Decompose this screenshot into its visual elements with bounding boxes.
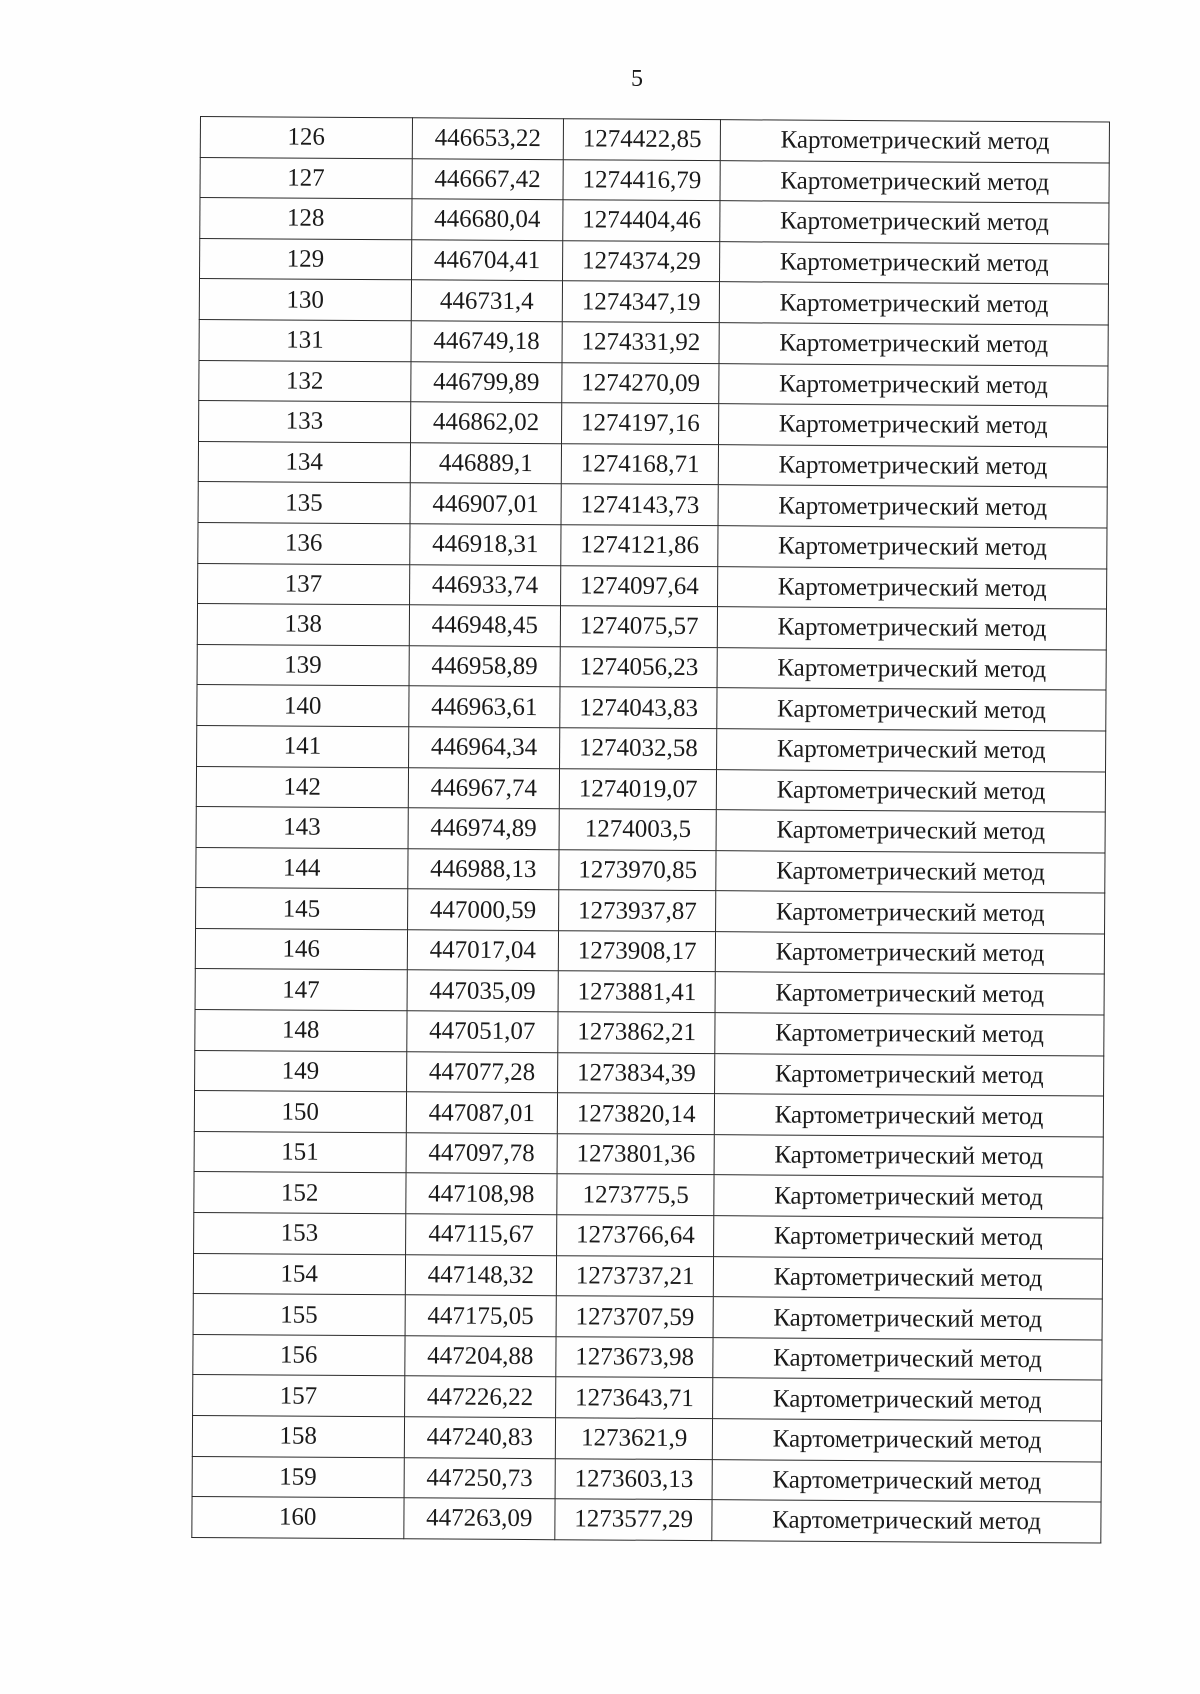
y-coordinate-cell: 1273673,98: [556, 1337, 713, 1379]
point-number-cell: 132: [199, 360, 411, 402]
coordinates-table-body: [192, 117, 1110, 1543]
y-coordinate-cell: 1274056,23: [560, 646, 717, 688]
x-coordinate-cell: 446933,74: [409, 564, 561, 606]
table-row: [194, 1131, 1103, 1177]
table-row: [195, 1010, 1104, 1056]
x-coordinate-cell: 447000,59: [407, 889, 559, 931]
y-coordinate-cell: 1274422,85: [564, 119, 721, 161]
point-number-cell: 130: [199, 279, 411, 321]
table-row: [197, 685, 1106, 731]
point-number-cell: 140: [197, 685, 409, 727]
method-cell: Картометрический метод: [719, 363, 1108, 406]
y-coordinate-cell: 1274197,16: [562, 403, 719, 445]
y-coordinate-cell: 1274097,64: [561, 565, 718, 607]
y-coordinate-cell: 1273834,39: [558, 1052, 715, 1094]
x-coordinate-cell: 446988,13: [407, 848, 559, 890]
method-cell: Картометрический метод: [719, 404, 1108, 447]
method-cell: Картометрический метод: [720, 201, 1109, 244]
point-number-cell: 135: [198, 482, 410, 524]
method-cell: Картометрический метод: [716, 891, 1105, 934]
y-coordinate-cell: 1273603,13: [555, 1458, 712, 1500]
x-coordinate-cell: 447226,22: [404, 1376, 556, 1418]
point-number-cell: 149: [195, 1050, 407, 1092]
table-row: [199, 360, 1108, 406]
method-cell: Картометрический метод: [712, 1459, 1101, 1502]
table-row: [192, 1497, 1101, 1543]
point-number-cell: 160: [192, 1497, 404, 1539]
y-coordinate-cell: 1274404,46: [563, 200, 720, 242]
method-cell: Картометрический метод: [713, 1419, 1102, 1462]
x-coordinate-cell: 446963,61: [408, 686, 560, 728]
coordinates-table: [191, 116, 1110, 1543]
y-coordinate-cell: 1274121,86: [561, 525, 718, 567]
table-row: [196, 847, 1105, 893]
method-cell: Картометрический метод: [714, 1216, 1103, 1259]
x-coordinate-cell: 446731,4: [411, 280, 563, 322]
method-cell: Картометрический метод: [718, 485, 1107, 528]
x-coordinate-cell: 447263,09: [403, 1498, 555, 1540]
method-cell: Картометрический метод: [720, 120, 1109, 163]
x-coordinate-cell: 446918,31: [409, 524, 561, 566]
table-row: [195, 969, 1104, 1015]
point-number-cell: 129: [200, 238, 412, 280]
x-coordinate-cell: 446889,1: [410, 443, 562, 485]
method-cell: Картометрический метод: [719, 282, 1108, 325]
x-coordinate-cell: 446704,41: [411, 240, 563, 282]
point-number-cell: 144: [196, 847, 408, 889]
x-coordinate-cell: 446958,89: [409, 646, 561, 688]
point-number-cell: 133: [199, 401, 411, 443]
method-cell: Картометрический метод: [720, 160, 1109, 203]
y-coordinate-cell: 1274270,09: [562, 362, 719, 404]
table-row: [198, 563, 1107, 609]
x-coordinate-cell: 447035,09: [407, 970, 559, 1012]
y-coordinate-cell: 1274143,73: [561, 484, 718, 526]
y-coordinate-cell: 1274032,58: [560, 728, 717, 770]
x-coordinate-cell: 447077,28: [406, 1051, 558, 1093]
x-coordinate-cell: 447017,04: [407, 930, 559, 972]
y-coordinate-cell: 1274331,92: [562, 322, 719, 364]
point-number-cell: 138: [197, 604, 409, 646]
table-row: [192, 1456, 1101, 1502]
x-coordinate-cell: 446907,01: [410, 483, 562, 525]
y-coordinate-cell: 1273775,5: [557, 1174, 714, 1216]
y-coordinate-cell: 1274374,29: [563, 241, 720, 283]
table-row: [200, 117, 1109, 163]
table-row: [199, 401, 1108, 447]
method-cell: Картометрический метод: [719, 323, 1108, 366]
point-number-cell: 152: [194, 1172, 406, 1214]
table-row: [200, 198, 1109, 244]
x-coordinate-cell: 446974,89: [408, 808, 560, 850]
table-row: [194, 1172, 1103, 1218]
method-cell: Картометрический метод: [713, 1378, 1102, 1421]
y-coordinate-cell: 1273801,36: [557, 1134, 714, 1176]
method-cell: Картометрический метод: [715, 1053, 1104, 1096]
method-cell: Картометрический метод: [715, 1094, 1104, 1137]
x-coordinate-cell: 447097,78: [406, 1133, 558, 1175]
x-coordinate-cell: 446967,74: [408, 767, 560, 809]
method-cell: Картометрический метод: [714, 1135, 1103, 1178]
y-coordinate-cell: 1274043,83: [560, 687, 717, 729]
method-cell: Картометрический метод: [716, 810, 1105, 853]
point-number-cell: 153: [194, 1213, 406, 1255]
y-coordinate-cell: 1273766,64: [557, 1215, 714, 1257]
table-row: [193, 1334, 1102, 1380]
point-number-cell: 157: [193, 1375, 405, 1417]
point-number-cell: 155: [193, 1294, 405, 1336]
point-number-cell: 146: [195, 928, 407, 970]
table-row: [197, 725, 1106, 771]
table-row: [198, 482, 1107, 528]
x-coordinate-cell: 447148,32: [405, 1254, 557, 1296]
table-row: [199, 279, 1108, 325]
x-coordinate-cell: 446799,89: [410, 361, 562, 403]
method-cell: Картометрический метод: [713, 1337, 1102, 1380]
point-number-cell: 150: [194, 1091, 406, 1133]
method-cell: Картометрический метод: [718, 526, 1107, 569]
y-coordinate-cell: 1274347,19: [563, 281, 720, 323]
y-coordinate-cell: 1273970,85: [559, 849, 716, 891]
table-row: [198, 441, 1107, 487]
point-number-cell: 126: [200, 117, 412, 159]
method-cell: Картометрический метод: [718, 566, 1107, 609]
x-coordinate-cell: 447204,88: [404, 1336, 556, 1378]
x-coordinate-cell: 447175,05: [405, 1295, 557, 1337]
x-coordinate-cell: 446964,34: [408, 727, 560, 769]
x-coordinate-cell: 447240,83: [404, 1417, 556, 1459]
method-cell: Картометрический метод: [713, 1297, 1102, 1340]
y-coordinate-cell: 1274019,07: [560, 768, 717, 810]
x-coordinate-cell: 447087,01: [406, 1092, 558, 1134]
point-number-cell: 158: [192, 1415, 404, 1457]
method-cell: Картометрический метод: [716, 850, 1105, 893]
y-coordinate-cell: 1273937,87: [559, 890, 716, 932]
table-row: [193, 1294, 1102, 1340]
table-row: [193, 1253, 1102, 1299]
y-coordinate-cell: 1273862,21: [558, 1012, 715, 1054]
point-number-cell: 145: [196, 888, 408, 930]
x-coordinate-cell: 446749,18: [411, 321, 563, 363]
table-row: [197, 604, 1106, 650]
table-row: [197, 644, 1106, 690]
y-coordinate-cell: 1274075,57: [561, 606, 718, 648]
table-row: [200, 238, 1109, 284]
table-row: [192, 1415, 1101, 1461]
x-coordinate-cell: 446680,04: [411, 199, 563, 241]
method-cell: Картометрический метод: [715, 1013, 1104, 1056]
method-cell: Картометрический метод: [717, 769, 1106, 812]
point-number-cell: 154: [193, 1253, 405, 1295]
page-number: 5: [631, 66, 643, 92]
method-cell: Картометрический метод: [712, 1500, 1101, 1543]
table-row: [193, 1375, 1102, 1421]
method-cell: Картометрический метод: [714, 1256, 1103, 1299]
point-number-cell: 131: [199, 319, 411, 361]
table-row: [198, 522, 1107, 568]
table-row: [194, 1091, 1103, 1137]
method-cell: Картометрический метод: [716, 932, 1105, 975]
table-row: [195, 1050, 1104, 1096]
method-cell: Картометрический метод: [719, 444, 1108, 487]
method-cell: Картометрический метод: [715, 972, 1104, 1015]
table-row: [200, 157, 1109, 203]
point-number-cell: 128: [200, 198, 412, 240]
x-coordinate-cell: 447115,67: [405, 1214, 557, 1256]
y-coordinate-cell: 1274003,5: [559, 809, 716, 851]
y-coordinate-cell: 1274168,71: [562, 443, 719, 485]
y-coordinate-cell: 1274416,79: [563, 159, 720, 201]
method-cell: Картометрический метод: [714, 1175, 1103, 1218]
y-coordinate-cell: 1273707,59: [556, 1296, 713, 1338]
y-coordinate-cell: 1273737,21: [557, 1255, 714, 1297]
table-row: [196, 807, 1105, 853]
y-coordinate-cell: 1273643,71: [556, 1377, 713, 1419]
y-coordinate-cell: 1273908,17: [559, 931, 716, 973]
table-row: [196, 766, 1105, 812]
point-number-cell: 127: [200, 157, 412, 199]
point-number-cell: 156: [193, 1334, 405, 1376]
x-coordinate-cell: 446653,22: [412, 118, 564, 160]
x-coordinate-cell: 447250,73: [404, 1457, 556, 1499]
point-number-cell: 141: [197, 725, 409, 767]
x-coordinate-cell: 447051,07: [406, 1011, 558, 1053]
point-number-cell: 151: [194, 1131, 406, 1173]
point-number-cell: 139: [197, 644, 409, 686]
point-number-cell: 137: [198, 563, 410, 605]
point-number-cell: 134: [198, 441, 410, 483]
method-cell: Картометрический метод: [718, 607, 1107, 650]
point-number-cell: 136: [198, 522, 410, 564]
method-cell: Картометрический метод: [720, 241, 1109, 284]
y-coordinate-cell: 1273881,41: [558, 971, 715, 1013]
x-coordinate-cell: 446948,45: [409, 605, 561, 647]
table-row: [194, 1213, 1103, 1259]
point-number-cell: 147: [195, 969, 407, 1011]
point-number-cell: 143: [196, 807, 408, 849]
y-coordinate-cell: 1273577,29: [555, 1499, 712, 1541]
point-number-cell: 159: [192, 1456, 404, 1498]
y-coordinate-cell: 1273820,14: [558, 1093, 715, 1135]
x-coordinate-cell: 447108,98: [405, 1173, 557, 1215]
point-number-cell: 148: [195, 1010, 407, 1052]
x-coordinate-cell: 446862,02: [410, 402, 562, 444]
point-number-cell: 142: [196, 766, 408, 808]
method-cell: Картометрический метод: [717, 688, 1106, 731]
x-coordinate-cell: 446667,42: [412, 158, 564, 200]
method-cell: Картометрический метод: [717, 647, 1106, 690]
table-row: [199, 319, 1108, 365]
table-row: [196, 888, 1105, 934]
table-row: [195, 928, 1104, 974]
y-coordinate-cell: 1273621,9: [556, 1418, 713, 1460]
method-cell: Картометрический метод: [717, 729, 1106, 772]
